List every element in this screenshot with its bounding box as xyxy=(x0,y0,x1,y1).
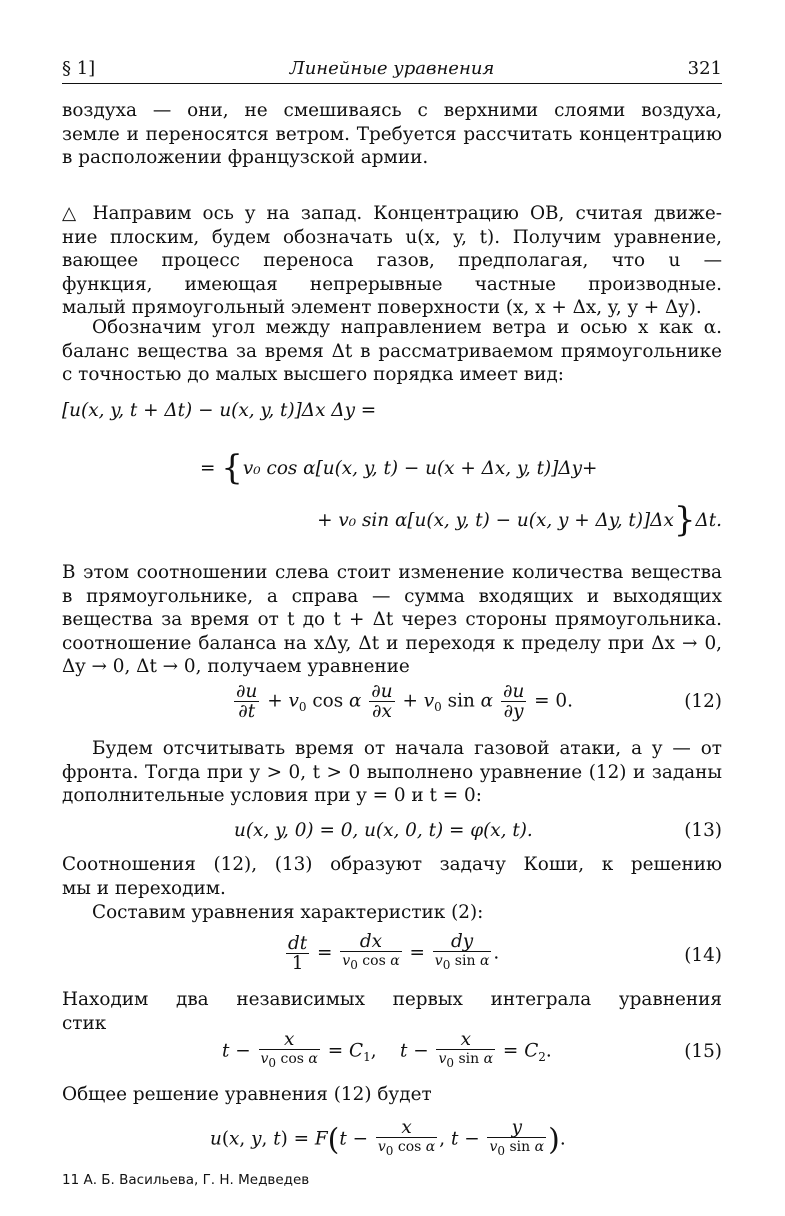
paragraph-7 xyxy=(62,901,722,925)
text-line: Будем отсчитывать время от начала газовой атаки, а y — от xyxy=(92,738,722,759)
text-line: вещества за время от t до t + Δt через стороны прямоугольника. xyxy=(62,609,722,631)
text-line: функция, имеющая непрерывные частные производные. xyxy=(62,273,722,295)
paragraph-1 xyxy=(62,99,722,170)
text-line: мы и переходим. xyxy=(62,877,226,899)
text-line: Находим два независимых первых интеграла уравнения xyxy=(62,989,722,1010)
text-line: в прямоугольнике, а справа — сумма входящих и выходящих xyxy=(62,585,722,607)
text-line: соотношение баланса на xΔy, Δt и переходя к пределу при Δx → 0, xyxy=(62,632,722,654)
paragraph-6 xyxy=(62,853,722,900)
equation-number-13: (13) xyxy=(684,820,722,841)
balance-eq-line-3: + v₀ sin α[u(x, y, t) − u(x, y + Δy, t)]Δx}Δt. xyxy=(317,500,722,540)
text-line: Обозначим угол между направлением ветра и осью x как α. xyxy=(92,317,722,338)
equation-number-15: (15) xyxy=(684,1041,722,1062)
paragraph-3 xyxy=(62,316,722,387)
general-solution: u(x, y, t) = F(t − $\frac{x}{v_0 \cos \alpha}$ , t − $\frac{y}{v_0 \sin \alpha}$ ). xyxy=(210,1117,566,1158)
text-line: Общее решение уравнения (12) будет xyxy=(62,1084,432,1105)
text-line: Составим уравнения характеристик (2): xyxy=(92,902,484,923)
balance-eq-line-1: [u(x, y, t + Δt) − u(x, y, t)]Δx Δy = xyxy=(62,400,377,421)
paragraph-2 xyxy=(62,202,722,320)
paragraph-9 xyxy=(62,1083,722,1107)
text-line: вающее процесс переноса газов, предполагая, что u — xyxy=(62,250,722,272)
text-line: Δy → 0, Δt → 0, получаем уравнение xyxy=(62,656,410,678)
text-line: Соотношения (12), (13) образуют задачу Коши, к решению xyxy=(62,854,722,875)
text-line: △ Направим ось y на запад. Концентрацию ОВ, считая движе- xyxy=(62,203,722,224)
text-line: В этом соотношении слева стоит изменение количества вещества xyxy=(62,562,722,583)
equation-13: u(x, y, 0) = 0, u(x, 0, t) = φ(x, t). xyxy=(234,820,533,841)
text-line: баланс вещества за время Δt в рассматриваемом прямоугольнике xyxy=(62,340,722,362)
equation-number-12: (12) xyxy=(684,691,722,712)
equation-14: $\frac{dt}{1}$ = $\frac{dx}{v_0 \cos \alpha}$ = $\frac{dy}{v_0 \sin \alpha}$ . xyxy=(288,931,500,974)
header-rule xyxy=(62,83,722,84)
text-line: стик xyxy=(62,1012,107,1034)
text-line: дополнительные условия при y = 0 и t = 0: xyxy=(62,785,482,807)
text-line: земле и переносятся ветром. Требуется рассчитать концентрацию xyxy=(62,123,722,145)
equation-15: t − $\frac{x}{v_0 \cos \alpha}$ = $C_1$, t − $\frac{x}{v_0 \sin \alpha}$ = $C_2$. xyxy=(222,1029,552,1070)
text-line: с точностью до малых высшего порядка имеет вид: xyxy=(62,364,564,386)
equation-12: $\frac{\partial u}{\partial t}$ + $v_0$ cos α $\frac{\partial u}{\partial x}$ + $v_0$ sin α $\frac{\partial u}{\partial y}$ = 0. xyxy=(236,681,573,722)
text-line: воздуха — они, не смешиваясь с верхними слоями воздуха, xyxy=(62,100,722,121)
text-line: фронта. Тогда при y > 0, t > 0 выполнено уравнение (12) и заданы xyxy=(62,761,722,783)
section-marker: § 1] xyxy=(62,58,96,79)
balance-eq-line-2: = {v₀ cos α[u(x, y, t) − u(x + Δx, y, t)]Δy+ xyxy=(200,448,598,488)
paragraph-8 xyxy=(62,988,722,1035)
page-number: 321 xyxy=(687,58,722,79)
text-line: ние плоским, будем обозначать u(x, y, t). Получим уравнение, xyxy=(62,226,722,248)
text-line: малый прямоугольный элемент поверхности (x, x + Δx, y, y + Δy). xyxy=(62,297,702,319)
paragraph-4 xyxy=(62,561,722,679)
text-line: в расположении французской армии. xyxy=(62,147,429,169)
running-header xyxy=(62,58,722,82)
paragraph-5 xyxy=(62,737,722,808)
equation-number-14: (14) xyxy=(684,945,722,966)
footer-signature: 11 А. Б. Васильева, Г. Н. Медведев xyxy=(62,1172,310,1188)
running-title: Линейные уравнения xyxy=(289,58,495,79)
